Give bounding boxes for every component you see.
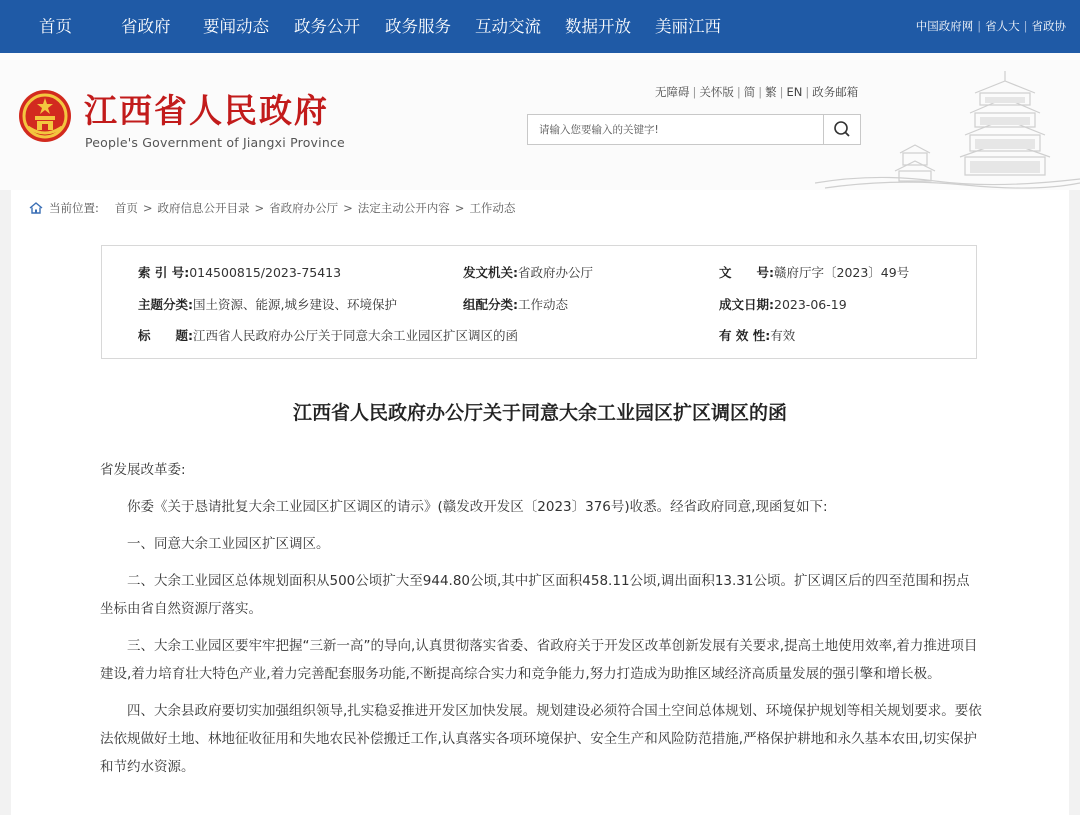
separator: |: [977, 19, 982, 33]
meta-label: 发文机关:: [463, 265, 518, 280]
chevron-right-icon: >: [454, 201, 465, 215]
breadcrumb-item-general-office[interactable]: 省政府办公厅: [269, 201, 339, 215]
article-paragraph: 二、大余工业园区总体规划面积从500公顷扩大至944.80公顷,其中扩区面积458.11公顷,调出面积13.31公顷。扩区调区后的四至范围和拐点坐标由省自然资源厅落实。: [100, 573, 970, 617]
chevron-right-icon: >: [254, 201, 265, 215]
content-panel: [11, 190, 1069, 815]
national-emblem-icon: [18, 89, 72, 143]
meta-value: 国土资源、能源,城乡建设、环境保护: [193, 297, 397, 312]
separator: |: [805, 85, 810, 99]
link-care-version[interactable]: 关怀版: [699, 85, 734, 99]
separator: |: [1023, 19, 1028, 33]
top-nav: [0, 0, 1080, 53]
article-paragraph: 你委《关于恳请批复大余工业园区扩区调区的请示》(赣发改开发区〔2023〕376号)收悉。经省政府同意,现函复如下:: [127, 499, 828, 515]
nav-item-provincial-government[interactable]: 省政府: [121, 17, 171, 36]
meta-value: 省政府办公厅: [518, 265, 594, 280]
breadcrumb-item-home[interactable]: 首页: [114, 201, 138, 215]
meta-issuing-agency: [463, 263, 593, 281]
breadcrumb-item-statutory-content[interactable]: 法定主动公开内容: [357, 201, 450, 215]
site-subtitle: People's Government of Jiangxi Province: [85, 135, 345, 150]
top-right-links: [916, 0, 1066, 53]
separator: |: [692, 85, 697, 99]
site-title[interactable]: 江西省人民政府: [84, 91, 329, 130]
breadcrumb-item-info-catalog[interactable]: 政府信息公开目录: [157, 201, 250, 215]
chevron-right-icon: >: [343, 201, 353, 215]
link-provincial-congress[interactable]: 省人大: [985, 19, 1020, 33]
meta-value: 有效: [770, 328, 796, 343]
meta-document-number: [719, 263, 909, 281]
article-paragraph: 一、同意大余工业园区扩区调区。: [127, 536, 330, 552]
meta-label: 标 题:: [138, 328, 193, 343]
meta-label: 主题分类:: [138, 297, 193, 312]
nav-item-open-data[interactable]: 数据开放: [565, 17, 631, 36]
breadcrumb-item-work-news[interactable]: 工作动态: [469, 201, 516, 215]
nav-item-news[interactable]: 要闻动态: [203, 17, 269, 36]
breadcrumb: [29, 200, 515, 216]
meta-title: [138, 326, 518, 344]
link-english[interactable]: EN: [786, 85, 803, 99]
link-china-gov[interactable]: 中国政府网: [915, 19, 974, 33]
meta-value: 赣府厅字〔2023〕49号: [774, 265, 910, 280]
meta-validity: [719, 326, 795, 344]
meta-label: 文 号:: [719, 265, 774, 280]
link-traditional[interactable]: 繁: [765, 85, 777, 99]
meta-written-date: [719, 295, 847, 313]
link-simplified[interactable]: 简: [743, 85, 756, 99]
meta-value: 工作动态: [518, 297, 569, 312]
separator: |: [758, 85, 763, 99]
meta-label: 成文日期:: [719, 297, 774, 312]
chevron-right-icon: >: [142, 201, 153, 215]
nav-item-interaction[interactable]: 互动交流: [475, 17, 541, 36]
nav-item-home[interactable]: 首页: [39, 17, 72, 36]
pagoda-decoration-icon: [815, 53, 1080, 190]
article-body: [100, 456, 982, 790]
search-input[interactable]: [528, 115, 824, 144]
meta-index-number: [138, 263, 341, 281]
meta-topic-category: [138, 295, 397, 313]
link-accessibility[interactable]: 无障碍: [655, 85, 690, 99]
nav-item-gov-affairs-open[interactable]: 政务公开: [294, 17, 360, 36]
home-icon: [29, 202, 43, 214]
link-gov-mailbox[interactable]: 政务邮箱: [812, 85, 859, 99]
article-title: 江西省人民政府办公厅关于同意大余工业园区扩区调区的函: [292, 402, 787, 424]
meta-label: 索 引 号:: [138, 265, 190, 280]
nav-item-beautiful-jiangxi[interactable]: 美丽江西: [655, 17, 721, 36]
meta-label: 组配分类:: [463, 297, 518, 312]
meta-value: 2023-06-19: [774, 297, 847, 312]
nav-item-gov-services[interactable]: 政务服务: [385, 17, 451, 36]
document-metadata-table: [101, 245, 977, 359]
article-addressee: 省发展改革委:: [100, 462, 186, 478]
meta-value: 014500815/2023-75413: [189, 265, 342, 280]
search-box: [527, 114, 861, 145]
separator: |: [736, 85, 741, 99]
separator: |: [779, 85, 784, 99]
meta-value: 江西省人民政府办公厅关于同意大余工业园区扩区调区的函: [193, 328, 519, 343]
article-paragraph: 三、大余工业园区要牢牢把握“三新一高”的导向,认真贯彻落实省委、省政府关于开发区改革创新发展有关要求,提高土地使用效率,着力推进项目建设,着力培育壮大特色产业,着力完善配套服务功能,不断提高综合实力和竞争能力,努力打造成为助推区域经济高质量发展的强引擎和增长极。: [100, 638, 978, 682]
meta-group-category: [463, 295, 568, 313]
article-paragraph: 四、大余县政府要切实加强组织领导,扎实稳妥推进开发区加快发展。规划建设必须符合国土空间总体规划、环境保护规划等相关规划要求。要依法依规做好土地、林地征收征用和失地农民补偿搬迁工作,认真落实各项环境保护、安全生产和风险防范措施,严格保护耕地和永久基本农田,切实保护和节约水资源。: [100, 703, 982, 775]
meta-label: 有 效 性:: [719, 328, 771, 343]
breadcrumb-label: 当前位置:: [49, 201, 99, 215]
site-header: [0, 53, 1080, 190]
link-provincial-cppcc[interactable]: 省政协: [1031, 19, 1066, 33]
